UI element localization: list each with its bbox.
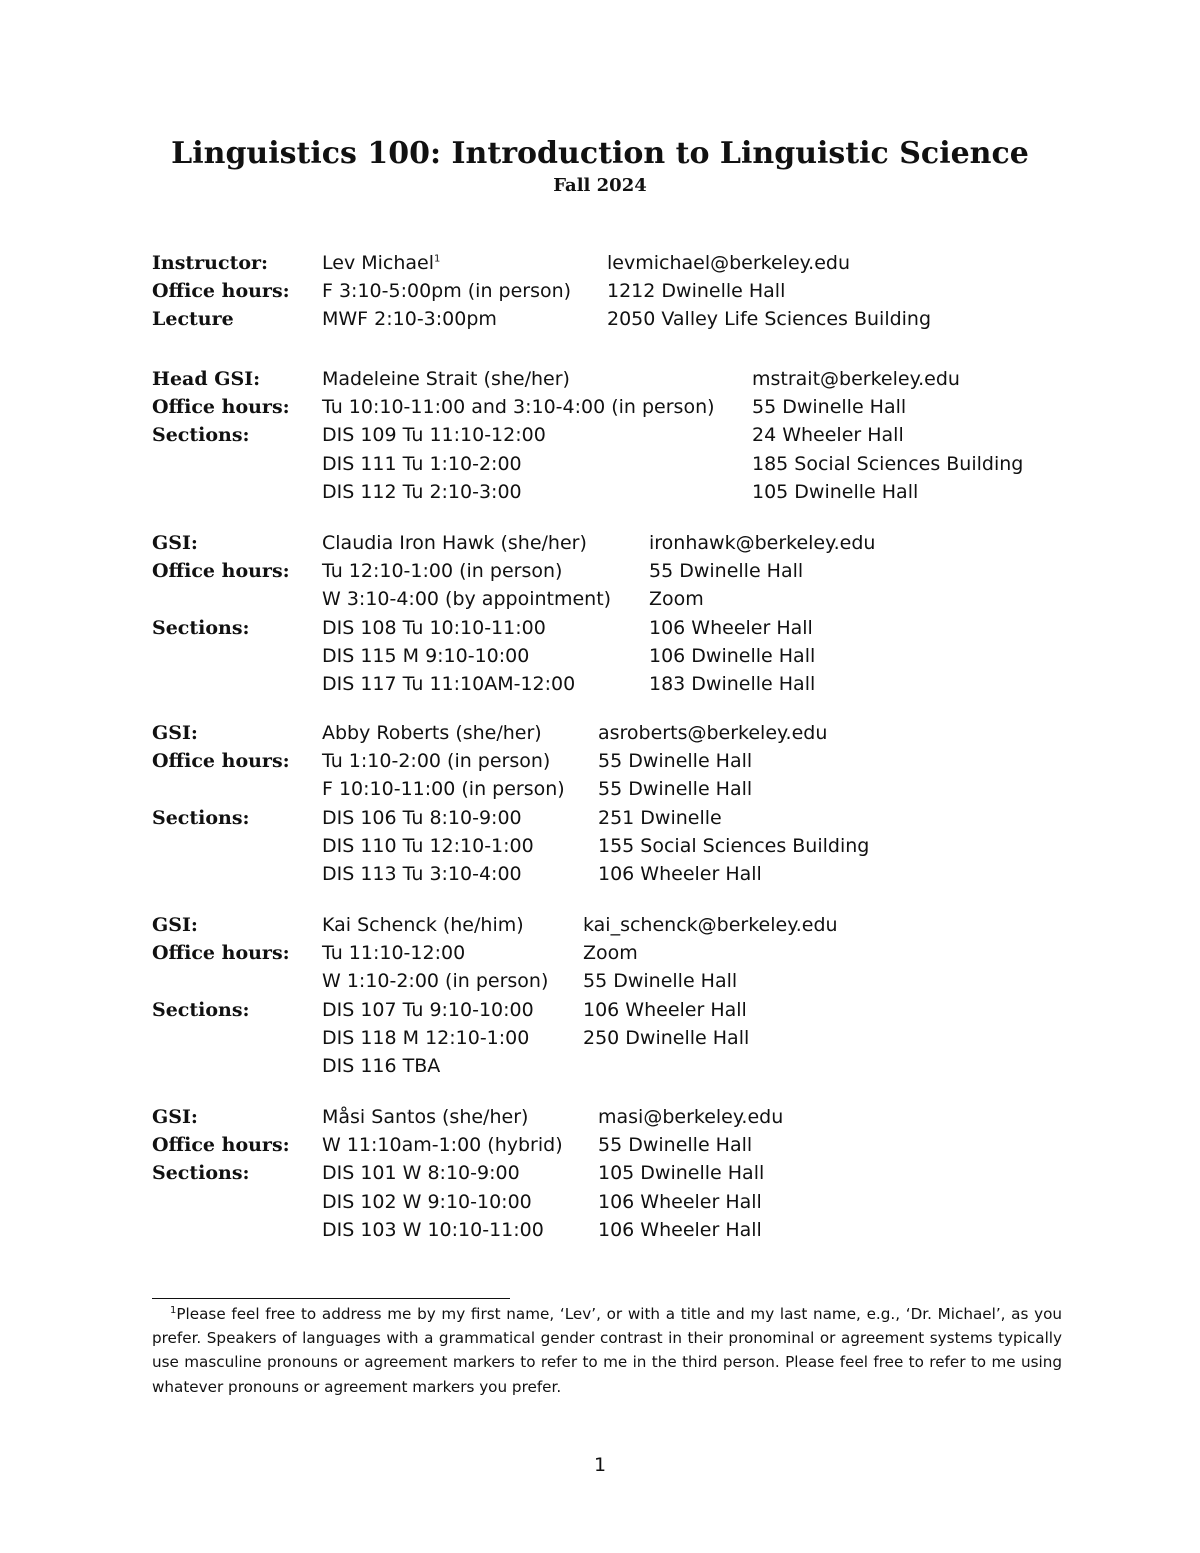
instructor-block: [152, 249, 931, 334]
footnote: [152, 1302, 1062, 1399]
section-time: DIS 110 Tu 12:10-1:00: [322, 834, 534, 857]
section-time: DIS 118 M 12:10-1:00: [322, 1026, 530, 1049]
gsi-row: [152, 911, 838, 939]
office-hours-time: Tu 11:10-12:00: [322, 942, 466, 965]
section-row: [152, 1024, 838, 1052]
gsi-name: Kai Schenck (he/him): [322, 914, 524, 936]
section-location: 105 Dwinelle Hall: [598, 1162, 765, 1185]
office-hours-location: 55 Dwinelle Hall: [583, 970, 738, 993]
office-hours-row: [152, 775, 869, 803]
office-hours-row: [152, 939, 838, 967]
footnote-marker: 1: [170, 1304, 177, 1316]
document-title: Linguistics 100: Introduction to Linguistic Science: [171, 136, 1029, 171]
office-hours-location: 55 Dwinelle Hall: [598, 750, 753, 773]
gsi-email: asroberts@berkeley.edu: [598, 722, 828, 744]
sections-label: Sections:: [152, 806, 250, 829]
office-hours-label: Office hours:: [152, 1134, 290, 1157]
section-row: [152, 421, 1023, 449]
gsi-role-label: GSI:: [152, 914, 198, 936]
instructor-email: levmichael@berkeley.edu: [607, 252, 851, 274]
gsi-email: mstrait@berkeley.edu: [752, 368, 960, 390]
sections-label: Sections:: [152, 424, 250, 447]
office-hours-location: Zoom: [649, 588, 704, 611]
office-hours-row: [152, 967, 838, 995]
office-hours-row: [152, 1131, 783, 1159]
gsi-row: [152, 365, 1023, 393]
section-time: DIS 116 TBA: [322, 1054, 441, 1077]
section-location: [583, 1052, 838, 1080]
office-hours-time: Tu 12:10-1:00 (in person): [322, 560, 563, 583]
section-location: 183 Dwinelle Hall: [649, 672, 816, 695]
section-location: 106 Wheeler Hall: [598, 1190, 762, 1213]
gsi-email: masi@berkeley.edu: [598, 1106, 784, 1128]
section-location: 185 Social Sciences Building: [752, 452, 1024, 475]
document-term: Fall 2024: [553, 175, 647, 196]
lecture-row: [152, 305, 931, 333]
section-location: 251 Dwinelle: [598, 806, 722, 829]
gsi-email: ironhawk@berkeley.edu: [649, 532, 876, 554]
office-hours-time: W 3:10-4:00 (by appointment): [322, 588, 612, 611]
gsi-block-3: [152, 911, 838, 1080]
gsi-name: Claudia Iron Hawk (she/her): [322, 532, 587, 554]
office-hours-time: W 11:10am-1:00 (hybrid): [322, 1134, 563, 1157]
gsi-role-label: GSI:: [152, 1106, 198, 1128]
section-row: [152, 450, 1023, 478]
office-hours-time: Tu 1:10-2:00 (in person): [322, 750, 551, 773]
instructor-hours-location: 1212 Dwinelle Hall: [607, 280, 786, 303]
office-hours-location: 55 Dwinelle Hall: [598, 1134, 753, 1157]
footnote-paragraph: [152, 1302, 1062, 1399]
section-row: [152, 1216, 783, 1244]
section-time: DIS 109 Tu 11:10-12:00: [322, 424, 546, 447]
section-time: DIS 115 M 9:10-10:00: [322, 644, 530, 667]
instructor-name: Lev Michael: [322, 252, 434, 274]
office-hours-location: 55 Dwinelle Hall: [752, 396, 907, 419]
section-time: DIS 117 Tu 11:10AM-12:00: [322, 672, 576, 695]
section-row: [152, 670, 875, 698]
section-time: DIS 112 Tu 2:10-3:00: [322, 480, 522, 503]
office-hours-location: 55 Dwinelle Hall: [598, 778, 753, 801]
section-row: [152, 642, 875, 670]
office-hours-row: [152, 393, 1023, 421]
gsi-row: [152, 529, 875, 557]
gsi-block-4: [152, 1103, 783, 1244]
instructor-label: Instructor:: [152, 252, 269, 274]
office-hours-label: Office hours:: [152, 750, 290, 773]
section-row: [152, 478, 1023, 506]
lecture-time: MWF 2:10-3:00pm: [322, 308, 497, 331]
office-hours-row: [152, 557, 875, 585]
section-row: [152, 996, 838, 1024]
page-number: 1: [593, 1454, 607, 1476]
office-hours-time: F 10:10-11:00 (in person): [322, 778, 565, 801]
office-hours-row: [152, 585, 875, 613]
gsi-role-label: GSI:: [152, 722, 198, 744]
section-time: DIS 107 Tu 9:10-10:00: [322, 998, 534, 1021]
section-location: 106 Wheeler Hall: [598, 1218, 762, 1241]
section-row: [152, 1188, 783, 1216]
gsi-row: [152, 1103, 783, 1131]
office-hours-label: Office hours:: [152, 280, 290, 303]
gsi-row: [152, 719, 869, 747]
section-location: 106 Dwinelle Hall: [649, 644, 816, 667]
office-hours-location: Zoom: [583, 942, 638, 965]
footnote-ref: 1: [434, 253, 441, 265]
section-row: [152, 860, 869, 888]
section-time: DIS 113 Tu 3:10-4:00: [322, 862, 522, 885]
section-location: 106 Wheeler Hall: [649, 616, 813, 639]
instructor-hours-time: F 3:10-5:00pm (in person): [322, 280, 572, 303]
section-row: [152, 614, 875, 642]
instructor-name-cell: [322, 249, 607, 277]
gsi-name: Måsi Santos (she/her): [322, 1106, 529, 1128]
section-row: [152, 1159, 783, 1187]
section-time: DIS 111 Tu 1:10-2:00: [322, 452, 522, 475]
footnote-text: Please feel free to address me by my first name, ‘Lev’, or with a title and my last name, e.g., ‘Dr. Michael’, as you prefer. Speakers of languages with a grammatical gender contrast in their pronominal or agreement systems typically use masculine pronouns or agreement markers to refer to me in the third person. Please feel free to refer to me using whatever pronouns or agreement markers you prefer.: [152, 1305, 1062, 1396]
instructor-row: [152, 249, 931, 277]
section-time: DIS 106 Tu 8:10-9:00: [322, 806, 522, 829]
office-hours-label: Office hours:: [152, 560, 290, 583]
section-row: [152, 832, 869, 860]
instructor-hours-row: [152, 277, 931, 305]
sections-label: Sections:: [152, 998, 250, 1021]
section-time: DIS 108 Tu 10:10-11:00: [322, 616, 546, 639]
lecture-label: Lecture: [152, 308, 234, 331]
footnote-rule: [152, 1298, 510, 1299]
sections-label: Sections:: [152, 616, 250, 639]
gsi-block-0: [152, 365, 1023, 506]
section-location: 155 Social Sciences Building: [598, 834, 870, 857]
gsi-role-label: Head GSI:: [152, 368, 261, 390]
section-time: DIS 103 W 10:10-11:00: [322, 1218, 544, 1241]
gsi-email: kai_schenck@berkeley.edu: [583, 914, 838, 936]
section-row: [152, 804, 869, 832]
lecture-location: 2050 Valley Life Sciences Building: [607, 308, 932, 331]
gsi-block-2: [152, 719, 869, 888]
section-row: [152, 1052, 838, 1080]
office-hours-label: Office hours:: [152, 396, 290, 419]
section-time: DIS 102 W 9:10-10:00: [322, 1190, 532, 1213]
section-location: 105 Dwinelle Hall: [752, 480, 919, 503]
section-location: 106 Wheeler Hall: [583, 998, 747, 1021]
office-hours-location: 55 Dwinelle Hall: [649, 560, 804, 583]
office-hours-time: Tu 10:10-11:00 and 3:10-4:00 (in person): [322, 396, 715, 419]
gsi-block-1: [152, 529, 875, 698]
office-hours-row: [152, 747, 869, 775]
section-time: DIS 101 W 8:10-9:00: [322, 1162, 520, 1185]
section-location: 24 Wheeler Hall: [752, 424, 904, 447]
section-location: 106 Wheeler Hall: [598, 862, 762, 885]
gsi-role-label: GSI:: [152, 532, 198, 554]
sections-label: Sections:: [152, 1162, 250, 1185]
office-hours-label: Office hours:: [152, 942, 290, 965]
gsi-name: Madeleine Strait (she/her): [322, 368, 570, 390]
gsi-name: Abby Roberts (she/her): [322, 722, 542, 744]
section-location: 250 Dwinelle Hall: [583, 1026, 750, 1049]
office-hours-time: W 1:10-2:00 (in person): [322, 970, 549, 993]
